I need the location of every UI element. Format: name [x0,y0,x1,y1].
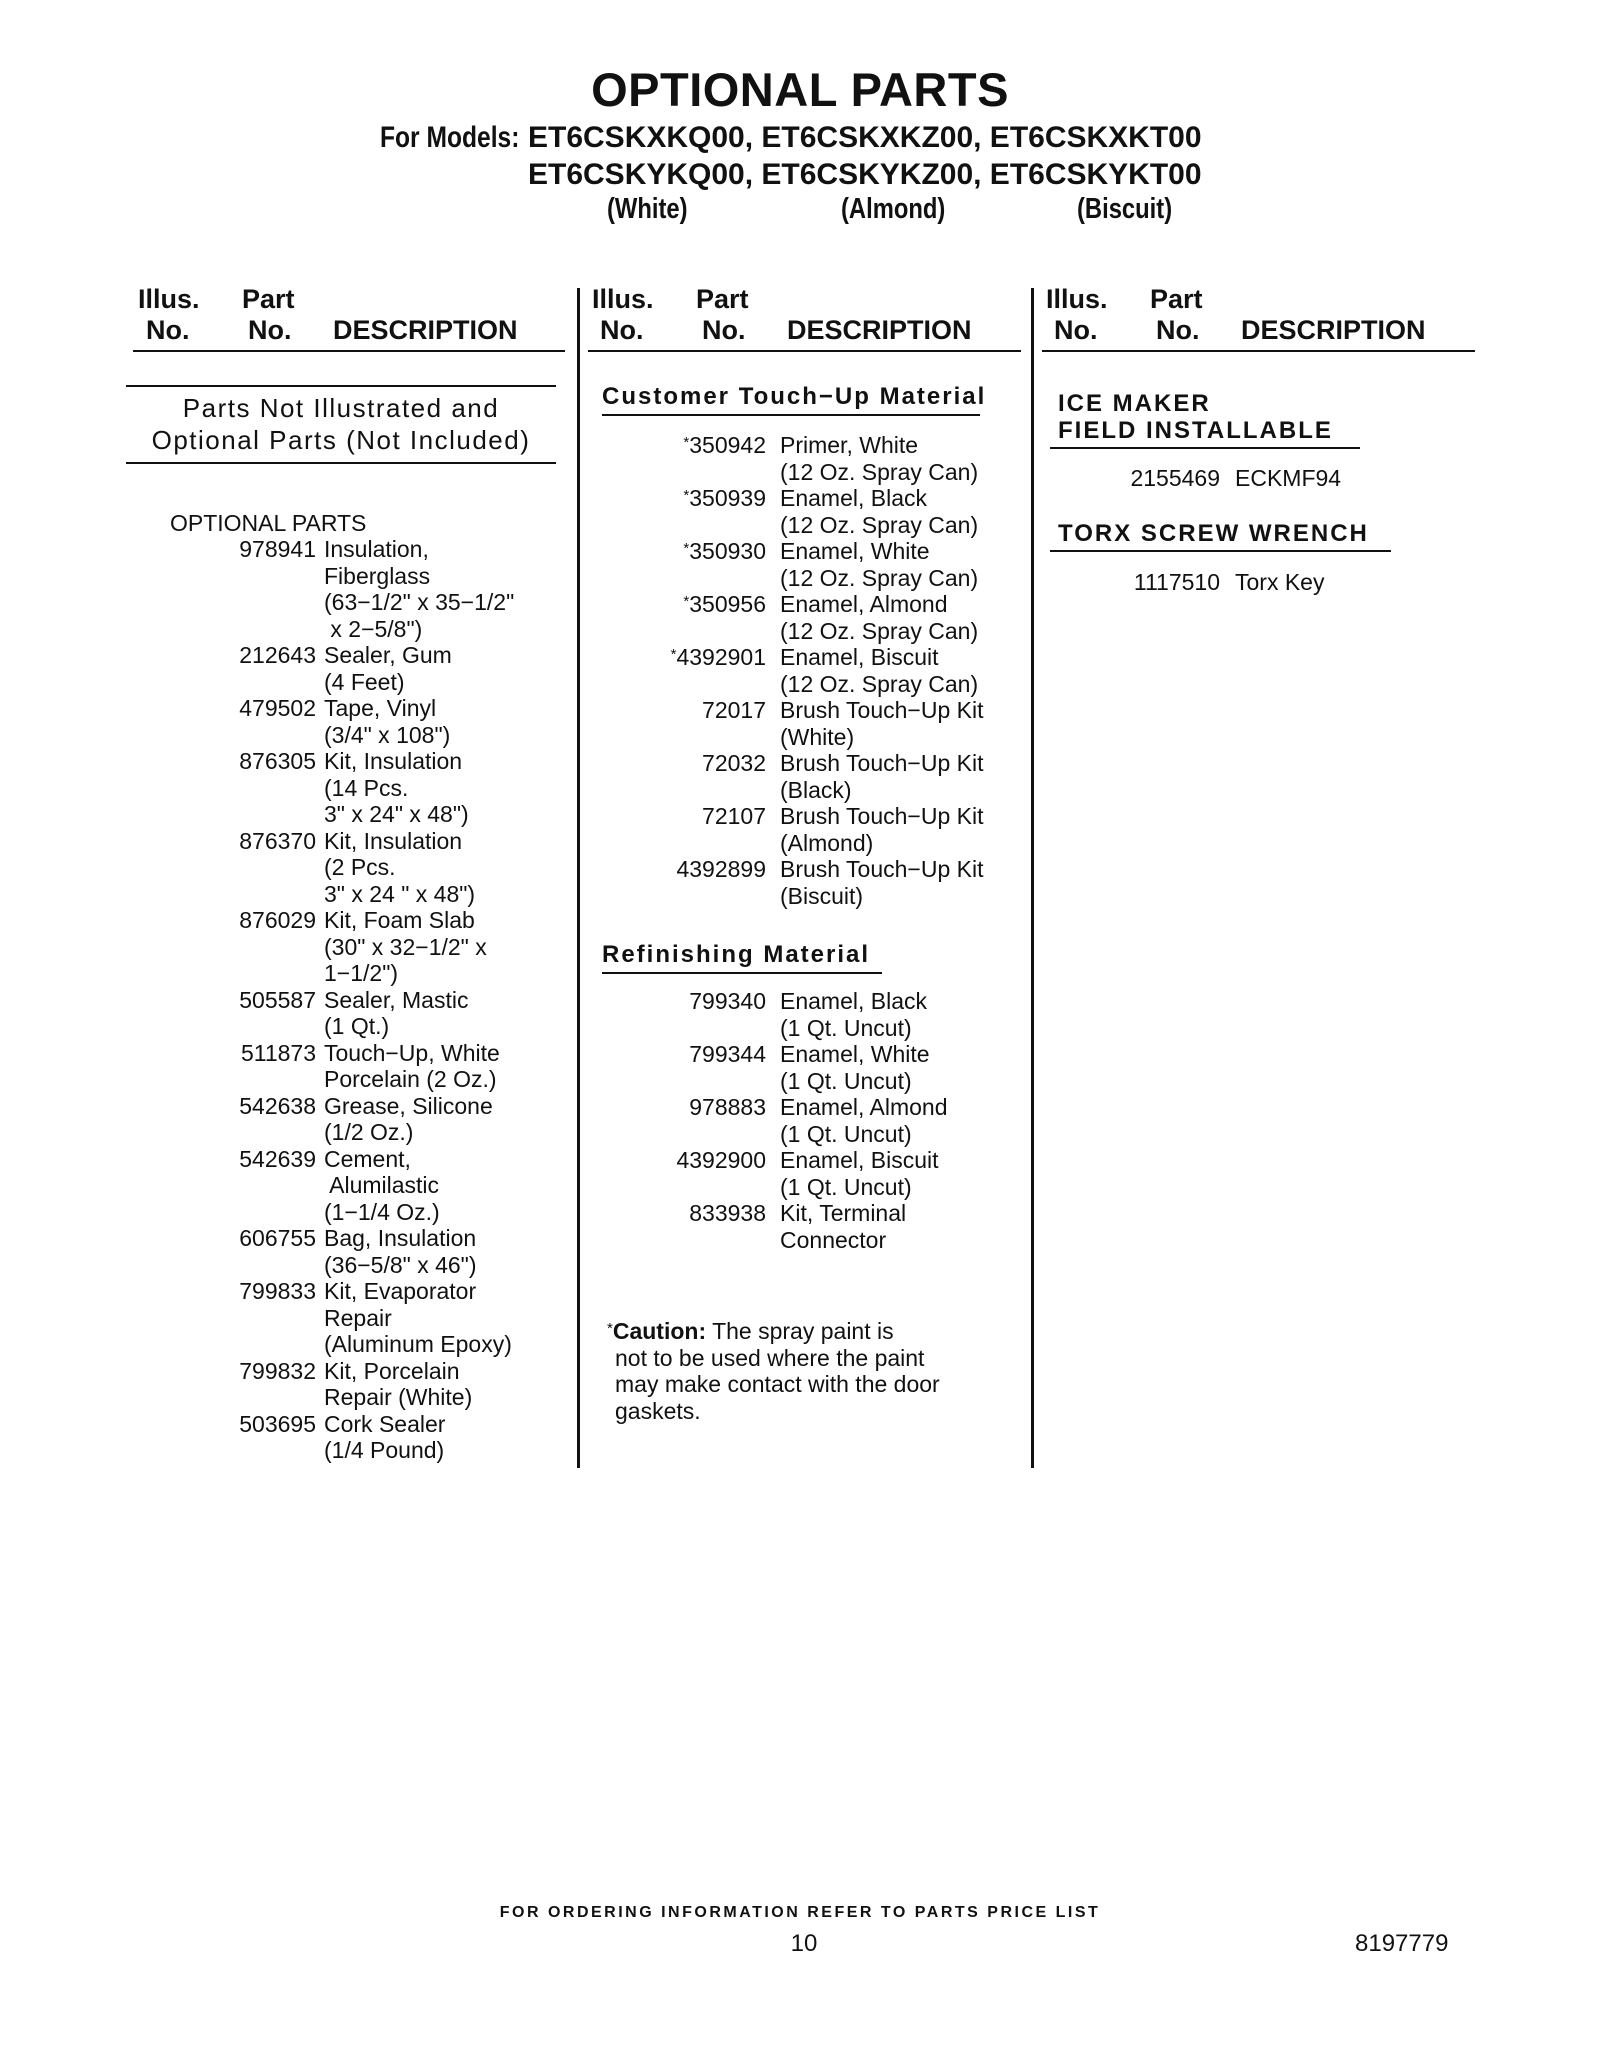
header-illus: Illus. [592,284,654,314]
models-label: For Models: [380,121,520,154]
spray-paint-asterisk: * [683,593,690,610]
part-number [0,1411,316,1438]
header-part-no: No. [702,315,746,345]
part-number [0,828,316,855]
caution-text: The spray paint is [706,1318,894,1344]
part-description: Kit, Foam Slab (30" x 32−1/2" x 1−1/2") [324,907,487,986]
touchup-section-heading: Customer Touch−Up Material [602,383,987,410]
part-description: Brush Touch−Up Kit (Biscuit) [780,856,984,909]
part-number-text: 72107 [702,803,766,829]
part-number [0,538,766,565]
refinishing-underline [602,972,882,974]
part-number [0,1147,766,1174]
part-description: Brush Touch−Up Kit (Almond) [780,803,984,856]
part-number-text: 505587 [239,986,316,1013]
part-description: Grease, Silicone (1/2 Oz.) [324,1092,493,1145]
part-number [0,856,766,883]
part-number-text: 350942 [689,432,766,458]
header-illus: Illus. [138,284,200,314]
part-number-text: 350939 [689,485,766,511]
not-illustrated-line-1: Parts Not Illustrated and [182,393,500,423]
caution-line-3: may make contact with the door [615,1371,940,1397]
part-number-text: 72017 [702,697,766,723]
header-part: Part [242,284,295,314]
part-description: Bag, Insulation (36−5/8" x 46") [324,1225,477,1278]
header-illus-no: No. [146,315,190,345]
part-number [0,1358,316,1385]
part-description: Brush Touch−Up Kit (White) [780,697,984,750]
optional-parts-subheading: OPTIONAL PARTS [170,510,367,536]
part-description: Enamel, Black (1 Qt. Uncut) [780,988,928,1041]
ice-maker-heading-line-2: FIELD INSTALLABLE [1058,417,1333,444]
part-description: Primer, White (12 Oz. Spray Can) [780,432,979,485]
caution-note [607,1318,940,1424]
part-description: Enamel, White (1 Qt. Uncut) [780,1041,930,1094]
part-number [0,697,766,724]
header-illus-no: No. [1054,315,1098,345]
part-number [0,1278,316,1305]
part-description: Enamel, Almond (1 Qt. Uncut) [780,1094,948,1147]
torx-underline [1050,550,1391,552]
part-description: Enamel, Almond (12 Oz. Spray Can) [780,591,979,644]
part-number-text: 1117510 [1133,569,1220,595]
header-part-no: No. [248,315,292,345]
part-number [0,644,766,671]
part-number-text: 799340 [689,988,766,1014]
part-number [0,803,766,830]
document-number: 8197779 [1355,1930,1449,1957]
part-number [0,1200,766,1227]
color-white: (White) [607,193,688,225]
part-number [0,750,766,777]
caution-line-4: gaskets. [615,1397,701,1424]
part-description: Sealer, Mastic (1 Qt.) [324,986,469,1039]
torx-section-heading: TORX SCREW WRENCH [1058,520,1369,547]
header-part-no: No. [1156,315,1200,345]
part-description: ECKMF94 [1235,465,1342,491]
part-number-text: 212643 [239,642,316,668]
part-number [0,1225,316,1252]
header-underline [133,350,565,352]
part-number-text: 799344 [689,1041,766,1067]
part-number-text: 2155469 [1130,465,1220,491]
part-description: Kit, Insulation (2 Pcs. 3" x 24 " x 48") [324,827,476,907]
part-number-text: 799833 [239,1278,316,1304]
color-almond: (Almond) [841,193,946,225]
part-number-text: 72032 [702,750,766,776]
part-number-text: 4392901 [676,644,766,670]
part-number [0,988,766,1015]
page-title: OPTIONAL PARTS [591,63,1009,116]
header-description: DESCRIPTION [787,315,972,345]
part-number [0,432,766,459]
part-number-text: 978941 [239,536,316,562]
part-number [0,569,1220,596]
part-number-text: 978883 [689,1094,766,1120]
part-description: Enamel, Biscuit (1 Qt. Uncut) [780,1147,939,1200]
part-number-text: 4392900 [676,1147,766,1173]
part-description: Enamel, Biscuit (12 Oz. Spray Can) [780,644,979,697]
caution-line-2: not to be used where the paint [615,1344,925,1371]
models-line-2: ET6CSKYKQ00, ET6CSKYKZ00, ET6CSKYKT00 [528,158,1202,191]
part-number-text: 799832 [239,1357,316,1384]
header-description: DESCRIPTION [333,315,518,345]
part-number-text: 833938 [689,1200,766,1226]
header-description: DESCRIPTION [1241,315,1426,345]
part-description: Kit, Terminal Connector [780,1200,907,1253]
box-bottom-rule [126,462,556,464]
page-number: 10 [790,1930,818,1957]
part-description: Kit, Porcelain Repair (White) [324,1357,473,1410]
models-line-1: ET6CSKXKQ00, ET6CSKXKZ00, ET6CSKXKT00 [528,121,1202,154]
part-number-text: 876370 [239,827,316,854]
part-number-text: 542639 [239,1145,316,1172]
spray-paint-asterisk: * [683,540,690,557]
header-part: Part [1150,284,1203,314]
part-number-text: 479502 [239,695,316,721]
header-part: Part [696,284,749,314]
part-description: Brush Touch−Up Kit (Black) [780,750,984,803]
part-number-text: 350930 [689,538,766,564]
part-number-text: 876029 [239,907,316,933]
part-number-text: 350956 [689,591,766,617]
footer-note: FOR ORDERING INFORMATION REFER TO PARTS PRICE LIST [499,1904,1101,1921]
header-illus-no: No. [600,315,644,345]
ice-maker-heading-line-1: ICE MAKER [1058,390,1211,417]
not-illustrated-line-2: Optional Parts (Not Included) [151,425,531,455]
part-number-text: 503695 [239,1410,316,1437]
part-number [0,1041,766,1068]
header-illus: Illus. [1046,284,1108,314]
part-number-text: 876305 [239,748,316,774]
part-description: Kit, Insulation (14 Pcs. 3" x 24" x 48") [324,748,469,827]
part-description: Enamel, Black (12 Oz. Spray Can) [780,485,979,538]
spray-paint-asterisk: * [683,434,690,451]
part-description: Enamel, White (12 Oz. Spray Can) [780,538,979,591]
part-number-text: 542638 [239,1092,316,1119]
part-number [0,907,316,934]
part-description: Insulation, Fiberglass (63−1/2" x 35−1/2" x 2−5/8") [324,536,515,642]
spray-paint-asterisk: * [670,646,677,663]
part-description: Touch−Up, White Porcelain (2 Oz.) [324,1039,500,1092]
part-number-text: 4392899 [676,856,766,882]
part-number [0,465,1220,492]
part-description: Cement, Alumilastic (1−1/4 Oz.) [324,1145,440,1225]
refinishing-section-heading: Refinishing Material [602,941,871,968]
ice-maker-section-heading [1058,390,1333,444]
part-description: Kit, Evaporator Repair (Aluminum Epoxy) [324,1278,512,1357]
box-top-rule [126,385,556,387]
part-number-text: 606755 [239,1225,316,1251]
spray-paint-asterisk: * [683,487,690,504]
color-biscuit: (Biscuit) [1077,193,1173,225]
touchup-underline [602,414,980,416]
header-underline [588,350,1021,352]
part-description: Torx Key [1235,569,1325,595]
caution-asterisk: * [607,1320,613,1337]
part-description: Cork Sealer (1/4 Pound) [324,1410,446,1463]
part-number-text: 511873 [240,1039,316,1066]
header-underline [1042,350,1475,352]
ice-maker-underline [1050,447,1360,449]
part-description: Tape, Vinyl (3/4" x 108") [324,695,451,748]
caution-label: Caution: [612,1318,707,1344]
part-number [0,1094,766,1121]
part-description: Sealer, Gum (4 Feet) [324,642,452,695]
